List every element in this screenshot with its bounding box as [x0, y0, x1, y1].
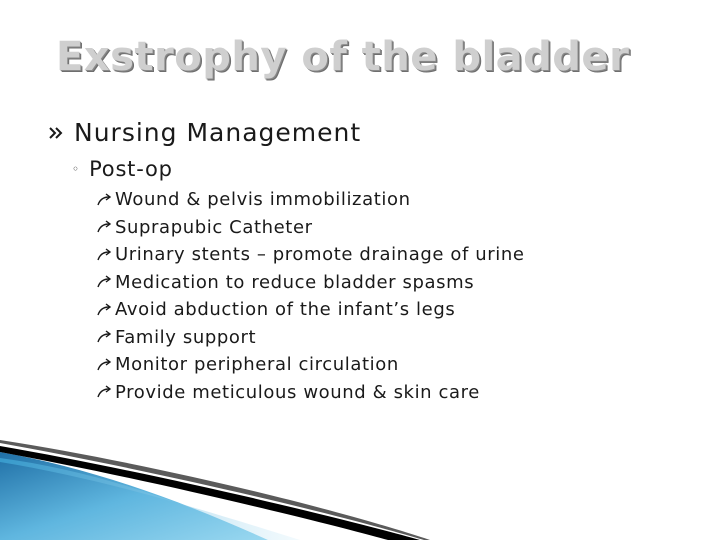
- level1-text: Nursing Management: [74, 118, 362, 147]
- level3-list: [96, 186, 525, 406]
- curved-arrow-icon: [96, 193, 114, 207]
- list-item-text: Wound & pelvis immobilization: [115, 189, 411, 211]
- list-item: [96, 379, 525, 407]
- list-item-text: Avoid abduction of the infant’s legs: [115, 299, 456, 321]
- curved-arrow-icon: [96, 248, 114, 262]
- list-item: [96, 214, 525, 242]
- list-item: [96, 296, 525, 324]
- ring-bullet-icon: ◦: [72, 162, 80, 176]
- list-item-text: Urinary stents – promote drainage of urine: [115, 244, 525, 266]
- blue-wave: [0, 452, 268, 540]
- curved-arrow-icon: [96, 275, 114, 289]
- list-item: [96, 186, 525, 214]
- list-item-text: Provide meticulous wound & skin care: [115, 381, 480, 403]
- list-item: [96, 351, 525, 379]
- list-item-text: Monitor peripheral circulation: [115, 354, 399, 376]
- curved-arrow-icon: [96, 385, 114, 399]
- list-item-text: Suprapubic Catheter: [115, 216, 313, 238]
- level2-bullet: [72, 157, 173, 181]
- level1-bullet: [48, 118, 361, 147]
- curved-arrow-icon: [96, 220, 114, 234]
- list-item: [96, 269, 525, 297]
- curved-arrow-icon: [96, 358, 114, 372]
- list-item: [96, 241, 525, 269]
- curved-arrow-icon: [96, 303, 114, 317]
- black-stripe: [0, 446, 420, 540]
- level2-text: Post-op: [89, 157, 173, 181]
- list-item-text: Family support: [115, 326, 257, 348]
- curved-arrow-icon: [96, 330, 114, 344]
- light-wave: [0, 458, 300, 540]
- arrow-chevrons-icon: [48, 125, 64, 141]
- list-item: [96, 324, 525, 352]
- thin-stripe: [0, 440, 430, 540]
- list-item-text: Medication to reduce bladder spasms: [115, 271, 475, 293]
- slide-title: Exstrophy of the bladder: [56, 34, 630, 80]
